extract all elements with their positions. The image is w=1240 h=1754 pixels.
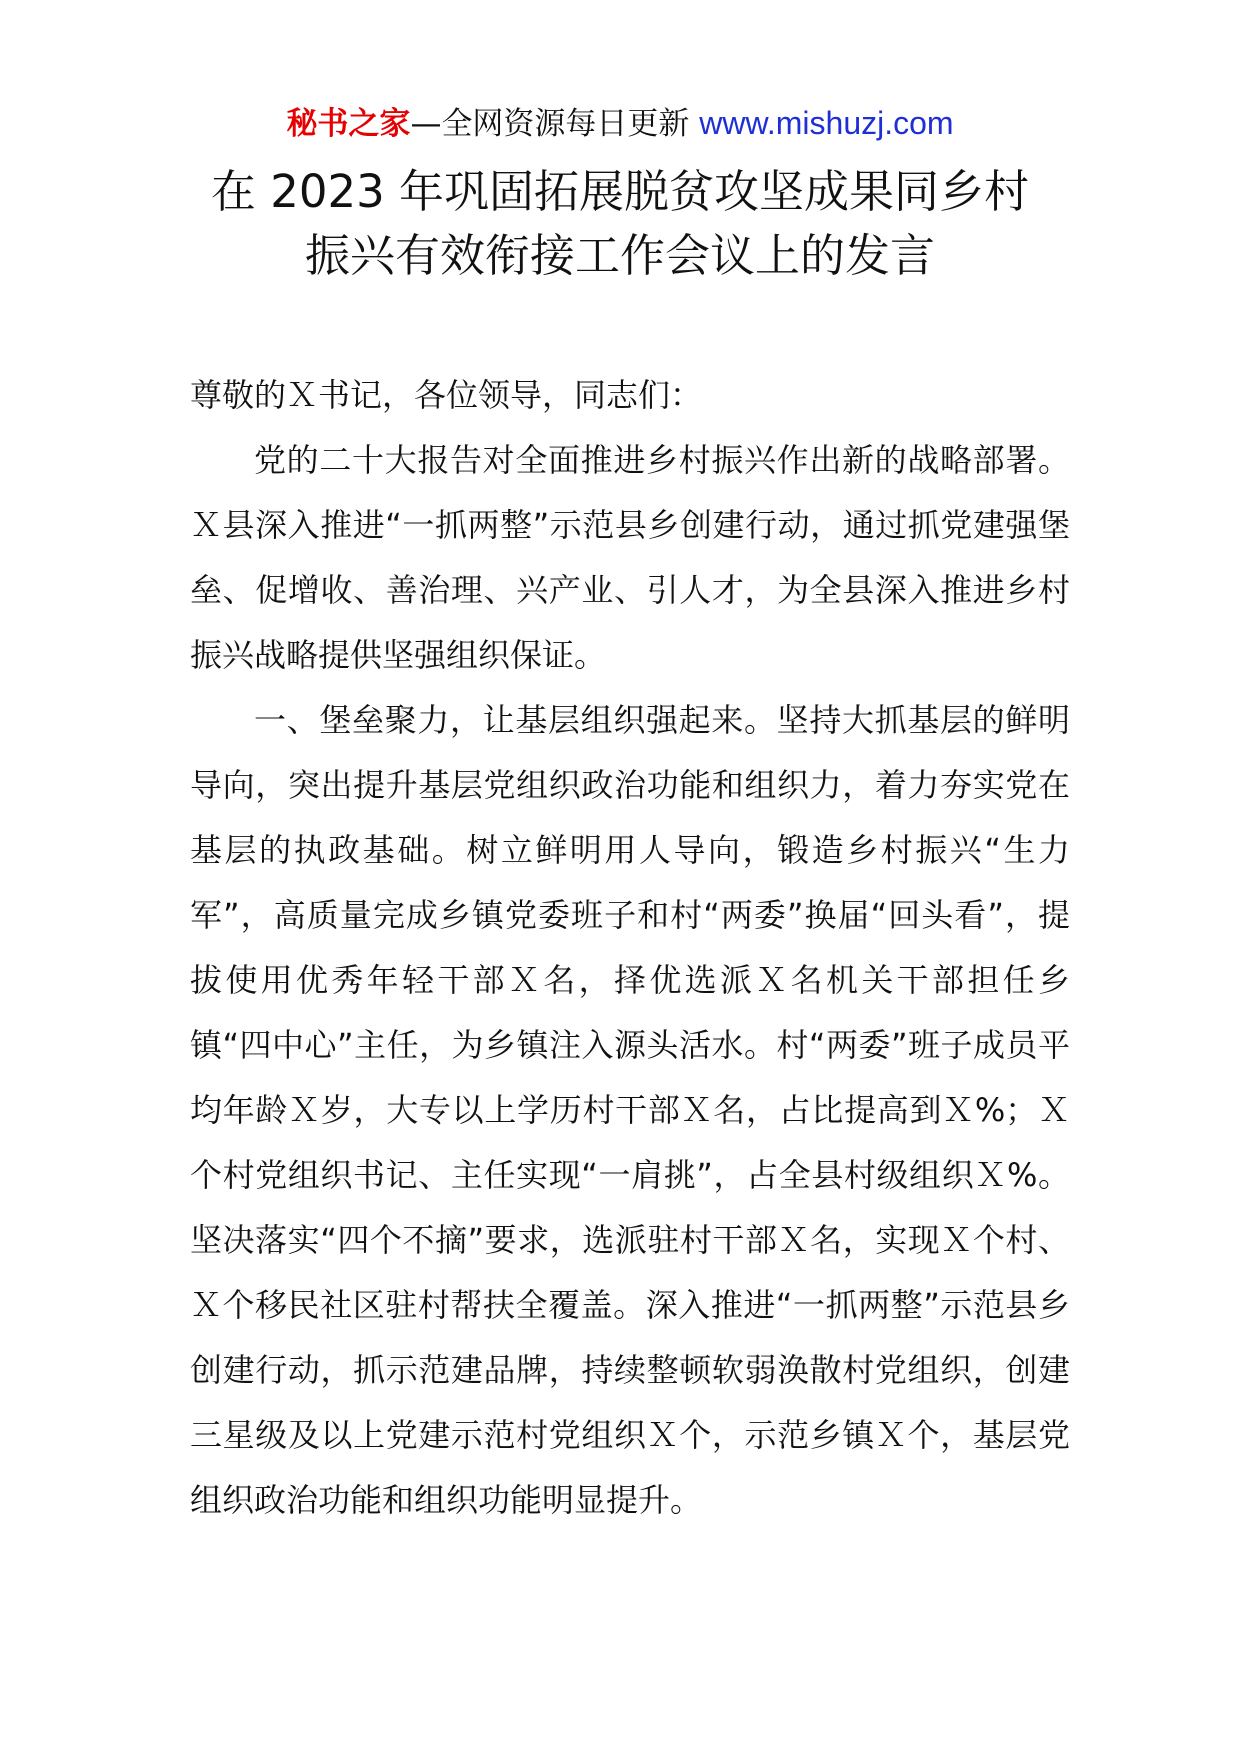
site-header — [0, 100, 1240, 147]
site-tagline: —全网资源每日更新 — [410, 106, 700, 142]
document-body — [190, 363, 1070, 1533]
paragraph-section-1: 一、堡垒聚力，让基层组织强起来。坚持大抓基层的鲜明导向，突出提升基层党组织政治功能和组织力，着力夯实党在基层的执政基础。树立鲜明用人导向，锻造乡村振兴“生力军”，高质量完成乡镇党委班子和村“两委”换届“回头看”，提拔使用优秀年轻干部Ｘ名，择优选派Ｘ名机关干部担任乡镇“四中心”主任，为乡镇注入源头活水。村“两委”班子成员平均年龄Ｘ岁，大专以上学历村干部Ｘ名，占比提高到Ｘ%；Ｘ个村党组织书记、主任实现“一肩挑”，占全县村级组织Ｘ%。坚决落实“四个不摘”要求，选派驻村干部Ｘ名，实现Ｘ个村、Ｘ个移民社区驻村帮扶全覆盖。深入推进“一抓两整”示范县乡创建行动，抓示范建品牌，持续整顿软弱涣散村党组织，创建三星级及以上党建示范村党组织Ｘ个，示范乡镇Ｘ个，基层党组织政治功能和组织功能明显提升。 — [190, 701, 1070, 1519]
document-title — [160, 160, 1080, 288]
paragraph-intro: 党的二十大报告对全面推进乡村振兴作出新的战略部署。Ｘ县深入推进“一抓两整”示范县乡创建行动，通过抓党建强堡垒、促增收、善治理、兴产业、引人才，为全县深入推进乡村振兴战略提供坚强组织保证。 — [190, 441, 1070, 674]
salutation: 尊敬的Ｘ书记，各位领导，同志们： — [190, 376, 703, 414]
site-url-link[interactable]: www.mishuzj.com — [699, 105, 954, 141]
title-line-2: 振兴有效衔接工作会议上的发言 — [304, 229, 935, 282]
site-name: 秘书之家 — [286, 106, 411, 142]
title-line-1: 在 2023 年巩固拓展脱贫攻坚成果同乡村 — [210, 165, 1030, 218]
